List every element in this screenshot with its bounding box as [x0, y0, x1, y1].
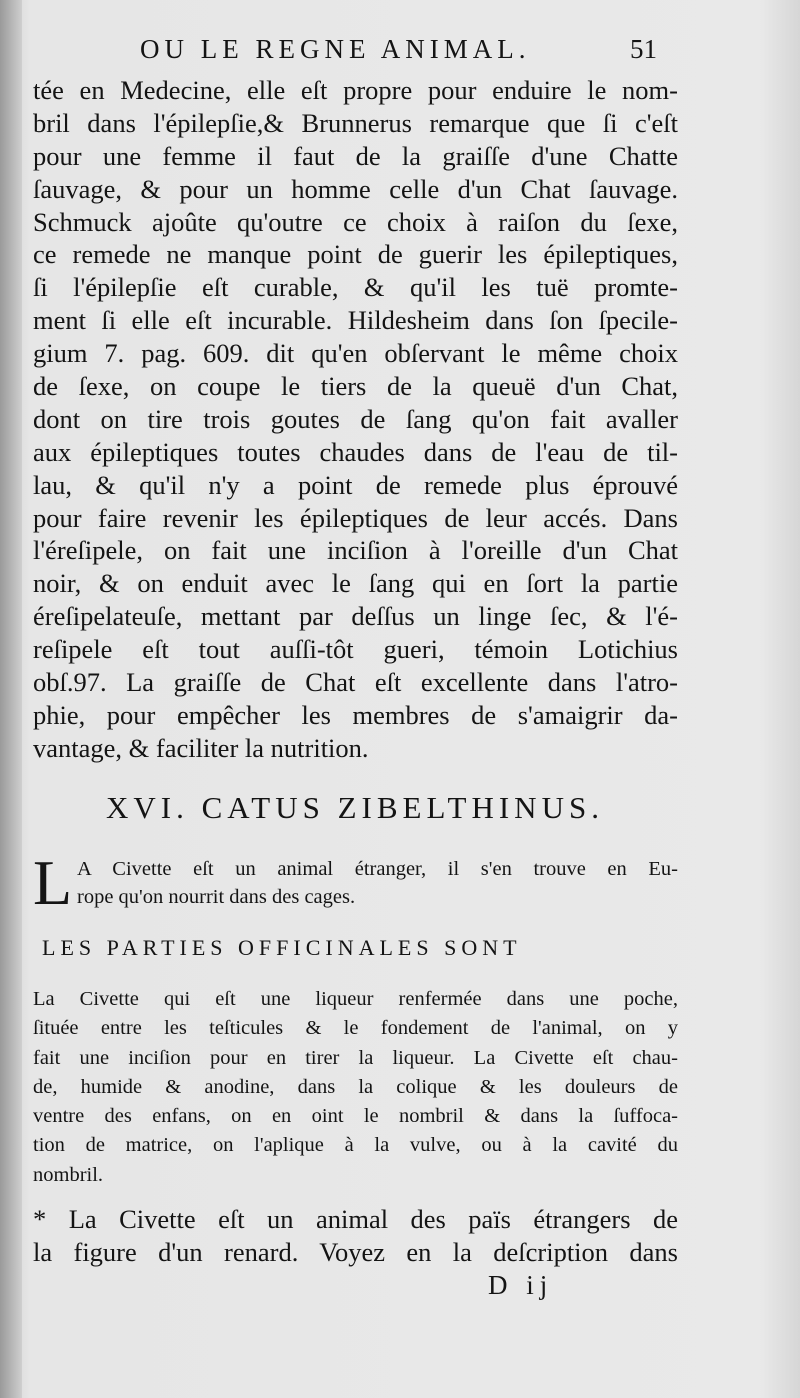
text-line: l'éreſipele, on fait une inciſion à l'oreille d'un Chat	[33, 535, 678, 566]
page-number: 51	[630, 34, 657, 64]
text-line: noir, & on enduit avec le ſang qui en ſort la partie	[33, 568, 678, 599]
text-line: Schmuck ajoûte qu'outre ce choix à raiſon du ſexe,	[33, 206, 678, 237]
text-line: fait une inciſion pour en tirer la liqueur. La Civette eſt chau-	[33, 1046, 678, 1069]
subheading: LES PARTIES OFFICINALES SONT	[42, 935, 522, 960]
catchword: D ij	[488, 1270, 554, 1300]
page-binding-shadow	[0, 0, 22, 1398]
section-title: XVI. CATUS ZIBELTHINUS.	[106, 790, 604, 825]
main-paragraph	[33, 74, 678, 765]
intro-paragraph	[33, 847, 678, 918]
text-line: bril dans l'épilepſie,& Brunnerus remarque que ſi c'eſt	[33, 107, 678, 138]
running-head-title: OU LE REGNE ANIMAL.	[140, 34, 531, 64]
text-line: ſituée entre les teſticules & le fondement de l'animal, on y	[33, 1017, 678, 1040]
text-line: A Civette eſt un animal étranger, il s'en trouve en Eu-	[77, 858, 678, 880]
text-line: phie, pour empêcher les membres de s'amaigrir da-	[33, 699, 678, 730]
text-line: ment ſi elle eſt incurable. Hildesheim dans ſon ſpecile-	[33, 305, 678, 336]
text-line: éreſipelateuſe, mettant par deſſus un linge ſec, & l'é-	[33, 601, 678, 632]
text-line: reſipele eſt tout auſſi-tôt gueri, témoin Lotichius	[33, 634, 678, 665]
text-line: aux épileptiques toutes chaudes dans de l'eau de til-	[33, 436, 678, 467]
text-line: rope qu'on nourrit dans des cages.	[77, 886, 356, 908]
running-head	[0, 34, 800, 74]
text-line: lau, & qu'il n'y a point de remede plus éprouvé	[33, 469, 678, 500]
text-line: vantage, & faciliter la nutrition.	[33, 732, 369, 763]
text-line: de, humide & anodine, dans la colique & les douleurs de	[33, 1075, 678, 1098]
text-line: obſ.97. La graiſſe de Chat eſt excellente dans l'atro-	[33, 667, 678, 698]
text-line: de ſexe, on coupe le tiers de la queuë d'un Chat,	[33, 371, 678, 402]
text-line: pour faire revenir les épileptiques de leur accés. Dans	[33, 502, 678, 533]
text-line: ventre des enfans, on en oint le nombril & dans la ſuffoca-	[33, 1105, 678, 1128]
text-line: * La Civette eſt un animal des païs étrangers de	[33, 1204, 678, 1234]
footnote	[33, 1203, 678, 1269]
text-line: pour une femme il faut de la graiſſe d'une Chatte	[33, 140, 678, 171]
text-line: tée en Medecine, elle eſt propre pour enduire le nom-	[33, 75, 678, 105]
text-line: la figure d'un renard. Voyez en la deſcription dans	[33, 1237, 678, 1267]
text-line: tion de matrice, on l'aplique à la vulve, ou à la cavité du	[33, 1134, 678, 1157]
text-line: dont on tire trois goutes de ſang qu'on fait avaller	[33, 403, 678, 434]
text-line: ce remede ne manque point de guerir les épileptiques,	[33, 239, 678, 270]
text-line: ſauvage, & pour un homme celle d'un Chat ſauvage.	[33, 173, 678, 204]
text-line: gium 7. pag. 609. dit qu'en obſervant le même choix	[33, 338, 678, 369]
civette-paragraph	[33, 985, 678, 1190]
text-line: ſi l'épilepſie eſt curable, & qu'il les tuë promte-	[33, 272, 678, 303]
text-line: nombril.	[33, 1163, 104, 1186]
text-line: La Civette qui eſt une liqueur renfermée dans une poche,	[33, 988, 678, 1010]
drop-cap: L	[33, 847, 73, 918]
